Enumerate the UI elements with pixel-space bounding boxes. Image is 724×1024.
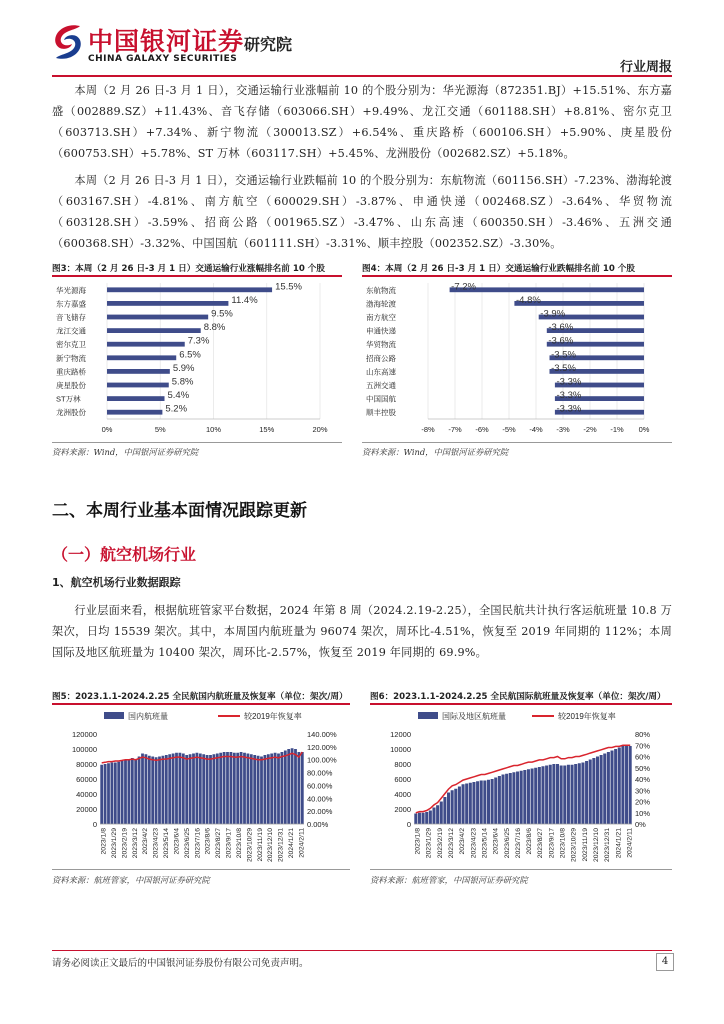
- footer-divider: [52, 950, 672, 951]
- x-tick-label: 2023/1/29: [110, 828, 118, 859]
- gainers-paragraph: 本周（2 月 26 日-3 月 1 日），交通运输行业涨幅前 10 的个股分别为：华光源海（872351.BJ）+15.51%、东方嘉盛（002889.SZ）+11.43%、音飞存储（603066.SH）+9.49%、龙江交通（601188.SH）+8.81%、密尔克卫（603713.SH）+7.34%、新宁物流（300013.SZ）+6.54%、重庆路桥（600106.SH）+5.90%、庚星股份（600753.SH）+5.78%、ST 万林（603117.SH）+5.45%、龙洲股份（002682.SZ）+5.18%。: [52, 84, 672, 160]
- category-label: 华光源海: [56, 285, 86, 295]
- y-right-tick-label: 120.00%: [307, 742, 337, 752]
- bar: [301, 752, 304, 824]
- bar: [141, 754, 144, 825]
- bar: [469, 783, 472, 824]
- data-label: 5.4%: [167, 390, 190, 402]
- bar: [107, 396, 165, 401]
- bar: [607, 752, 610, 824]
- bar: [162, 756, 165, 824]
- x-tick-label: 2024/2/11: [298, 828, 306, 858]
- bar: [531, 769, 534, 825]
- bar: [264, 755, 267, 824]
- bar: [281, 752, 284, 824]
- bar: [585, 761, 588, 824]
- bar: [429, 811, 432, 825]
- bar: [111, 763, 114, 825]
- bar: [179, 753, 182, 824]
- bar: [172, 754, 175, 825]
- fig5-bottom-rule: [52, 869, 350, 870]
- category-label: 五洲交通: [366, 381, 396, 390]
- bar: [454, 789, 457, 824]
- fig3-rule: [52, 275, 342, 277]
- x-tick-label: 15%: [259, 425, 275, 434]
- bar: [253, 755, 256, 824]
- bar: [100, 765, 103, 824]
- bar: [611, 751, 614, 825]
- y-right-tick-label: 140.00%: [307, 730, 337, 739]
- y-left-tick-label: 40000: [76, 790, 97, 799]
- bar: [124, 760, 127, 824]
- footer-disclaimer: 请务必阅读正文最后的中国银河证券股份有限公司免责声明。: [52, 958, 309, 969]
- bar: [443, 797, 446, 824]
- bar: [138, 757, 141, 825]
- x-tick-label: 5%: [154, 425, 166, 434]
- data-label: -4.8%: [515, 294, 541, 306]
- x-tick-label: 2023/7/16: [514, 828, 522, 859]
- fig6-bottom-rule: [370, 869, 672, 870]
- bar: [134, 760, 137, 825]
- x-tick-label: -7%: [448, 425, 462, 434]
- y-left-tick-label: 60000: [76, 775, 97, 784]
- bar: [240, 752, 243, 824]
- fig3-bottom-rule: [52, 442, 342, 443]
- x-tick-label: 2023/9/17: [548, 828, 556, 859]
- bar: [168, 754, 171, 824]
- x-tick-label: 2023/10/8: [235, 828, 243, 859]
- bar: [589, 760, 592, 825]
- bar: [534, 768, 537, 824]
- x-tick-label: 2023/8/6: [526, 828, 534, 855]
- x-tick-label: 2023/8/6: [204, 828, 212, 855]
- x-tick-label: 2023/10/8: [559, 828, 567, 859]
- fig4-chart: [362, 279, 672, 439]
- y-left-tick-label: 20000: [76, 805, 97, 814]
- bar: [436, 805, 439, 824]
- fig3-chart: [52, 279, 342, 439]
- x-tick-label: 2023/12/31: [277, 828, 285, 863]
- bar: [578, 763, 581, 824]
- category-label: 渤海轮渡: [366, 299, 396, 309]
- category-label: 招商公路: [366, 353, 396, 363]
- y-right-tick-label: 20%: [635, 797, 651, 807]
- bar: [267, 754, 270, 824]
- bar: [175, 753, 178, 824]
- x-tick-label: 2023/9/17: [225, 828, 233, 859]
- x-tick-label: 20%: [312, 425, 328, 434]
- bar: [298, 752, 301, 824]
- x-tick-label: 2023/6/4: [173, 828, 181, 855]
- x-tick-label: 2023/6/25: [503, 828, 511, 859]
- category-label: 申通快递: [366, 326, 396, 336]
- bar: [107, 315, 208, 320]
- category-label: 东航物流: [366, 285, 396, 295]
- data-label: 9.5%: [211, 308, 233, 320]
- bar: [189, 754, 192, 824]
- x-tick-label: 2023/4/2: [459, 828, 467, 855]
- bar: [233, 753, 236, 824]
- bar: [560, 766, 563, 825]
- bar: [107, 301, 228, 306]
- category-label: 华贸物流: [366, 340, 396, 350]
- x-tick-label: 2024/1/21: [288, 828, 296, 859]
- bar: [213, 754, 216, 824]
- category-label: 音飞储存: [56, 313, 86, 322]
- x-tick-label: 2023/6/25: [183, 828, 191, 859]
- fig6-title: 图6：2023.1.1-2024.2.25 全民航国际航班量及恢复率（单位：架次/周）: [370, 692, 666, 702]
- data-label: 7.3%: [187, 335, 210, 347]
- bar: [196, 753, 199, 824]
- bar: [107, 383, 169, 388]
- bar: [509, 773, 512, 824]
- category-label: 东方嘉盛: [56, 299, 86, 309]
- bar: [287, 749, 290, 824]
- x-tick-label: 2023/10/29: [246, 828, 254, 863]
- section-title: 二、本周行业基本面情况跟踪更新: [52, 501, 307, 521]
- legend-label: 较2019年恢复率: [558, 712, 616, 721]
- bar: [491, 779, 494, 824]
- bar: [563, 766, 566, 825]
- bar: [527, 769, 530, 824]
- bar: [151, 757, 154, 825]
- category-label: 龙洲股份: [56, 408, 86, 418]
- bar: [498, 776, 501, 824]
- x-tick-label: 2023/8/27: [215, 828, 223, 859]
- data-label: 11.4%: [231, 294, 258, 306]
- data-label: 6.5%: [179, 349, 201, 361]
- data-label: 15.5%: [275, 281, 303, 293]
- x-tick-label: 2023/4/23: [470, 828, 478, 859]
- report-type: 行业周报: [619, 60, 672, 75]
- bar: [552, 764, 555, 824]
- bar: [494, 778, 497, 825]
- page-number: 4: [656, 953, 674, 971]
- logo-text-en: CHINA GALAXY SECURITIES: [88, 54, 238, 64]
- bar: [107, 763, 110, 824]
- fig3-title: 图3：本周（2 月 26 日-3 月 1 日）交通运输行业涨幅排名前 10 个股: [52, 264, 325, 274]
- y-right-tick-label: 10%: [635, 808, 651, 818]
- bar: [567, 765, 570, 824]
- bar: [629, 746, 632, 824]
- category-label: 庚星股份: [56, 381, 86, 390]
- bar: [418, 813, 421, 824]
- data-label: -3.3%: [556, 376, 582, 388]
- bar: [621, 746, 624, 824]
- x-tick-label: 2023/12/31: [604, 828, 612, 863]
- bar: [523, 770, 526, 824]
- bar: [107, 328, 201, 333]
- category-label: 顺丰控股: [366, 408, 396, 418]
- bar: [574, 764, 577, 824]
- data-label: -3.9%: [540, 308, 566, 320]
- bar: [462, 784, 465, 824]
- legend-label: 国际及地区航班量: [442, 712, 506, 721]
- fig3-source: 资料来源：Wind，中国银河证券研究院: [52, 447, 199, 457]
- bar: [502, 775, 505, 825]
- data-label: 5.8%: [171, 376, 194, 388]
- y-right-tick-label: 80.00%: [307, 768, 333, 778]
- category-label: 新宁物流: [56, 353, 86, 363]
- x-tick-label: 0%: [101, 425, 113, 434]
- fig6-source: 资料来源：航班管家，中国银河证券研究院: [370, 875, 528, 885]
- data-label: 8.8%: [203, 322, 226, 334]
- bar: [247, 754, 250, 825]
- x-tick-label: 2023/10/29: [570, 828, 578, 863]
- x-tick-label: -2%: [583, 425, 597, 434]
- x-tick-label: 2023/5/14: [481, 828, 489, 859]
- category-label: 龙江交通: [56, 326, 86, 336]
- legend-swatch-bar: [418, 712, 438, 719]
- category-label: 南方航空: [366, 313, 396, 322]
- x-tick-label: 2023/5/14: [163, 828, 171, 859]
- x-tick-label: 2024/1/21: [615, 828, 623, 859]
- bar: [294, 749, 297, 824]
- bar: [414, 814, 417, 825]
- bar: [512, 772, 515, 824]
- category-label: 密尔克卫: [56, 340, 86, 350]
- fig5-chart: [52, 706, 350, 866]
- data-label: -3.5%: [551, 349, 576, 361]
- y-left-tick-label: 4000: [394, 790, 411, 799]
- x-tick-label: 2023/11/19: [581, 828, 589, 862]
- data-label: -3.6%: [548, 335, 574, 347]
- bar: [206, 755, 209, 824]
- bar: [107, 342, 185, 347]
- category-label: ST万林: [56, 394, 81, 404]
- bar: [145, 754, 148, 824]
- fig4-rule: [362, 275, 672, 277]
- data-label: -3.5%: [551, 362, 576, 374]
- y-right-tick-label: 50%: [635, 763, 651, 773]
- bar: [107, 287, 272, 292]
- y-right-tick-label: 0.00%: [307, 820, 329, 829]
- bar: [549, 765, 552, 824]
- bar: [487, 780, 490, 824]
- bar: [250, 754, 253, 824]
- bar: [260, 757, 263, 825]
- fig4-source: 资料来源：Wind，中国银河证券研究院: [362, 447, 509, 457]
- bar: [226, 752, 229, 824]
- company-logo: [50, 20, 86, 64]
- y-right-tick-label: 40.00%: [307, 794, 333, 804]
- bar: [541, 766, 544, 824]
- bar: [216, 754, 219, 825]
- bar: [257, 756, 260, 824]
- bar: [114, 763, 117, 825]
- bar: [600, 755, 603, 824]
- bar: [472, 782, 475, 824]
- bar: [447, 793, 450, 825]
- bar: [596, 757, 599, 825]
- x-tick-label: 2023/7/16: [194, 828, 202, 859]
- data-label: 5.2%: [165, 403, 188, 415]
- x-tick-label: 2023/2/19: [121, 828, 129, 859]
- category-label: 重庆路桥: [56, 367, 86, 377]
- y-right-tick-label: 60%: [635, 752, 651, 762]
- bar: [277, 754, 280, 825]
- y-right-tick-label: 100.00%: [307, 755, 337, 765]
- bar: [625, 745, 628, 824]
- bar: [432, 808, 435, 825]
- bar: [284, 751, 287, 825]
- y-left-tick-label: 10000: [390, 745, 411, 754]
- legend-label: 国内航班量: [128, 712, 168, 721]
- subsection-title: （一）航空机场行业: [52, 545, 197, 564]
- x-tick-label: 2023/2/19: [436, 828, 444, 859]
- losers-paragraph: 本周（2 月 26 日-3 月 1 日），交通运输行业跌幅前 10 的个股分别为：东航物流（601156.SH）-7.23%、渤海轮渡（603167.SH）-4.81%、南方航空（600029.SH）-3.87%、申通快递（002468.SZ）-3.64%、华贸物流（603128.SH）-3.59%、招商公路（001965.SZ）-3.47%、山东高速（600350.SH）-3.46%、五洲交通（600368.SH）-3.32%、中国国航（601111.SH）-3.31%、顺丰控股（002352.SZ）-3.30%。: [52, 174, 672, 250]
- x-tick-label: 2023/1/8: [414, 828, 422, 855]
- category-label: 中国国航: [366, 394, 396, 404]
- bar: [223, 752, 226, 824]
- fig5-title: 图5：2023.1.1-2024.2.25 全民航国内航班量及恢复率（单位：架次/周）: [52, 692, 348, 702]
- bar: [148, 756, 151, 824]
- y-right-tick-label: 40%: [635, 775, 651, 784]
- header-divider: [52, 75, 672, 77]
- bar: [209, 755, 212, 824]
- bar: [158, 757, 161, 825]
- y-left-tick-label: 0: [92, 820, 97, 829]
- y-right-tick-label: 0%: [635, 820, 646, 829]
- x-tick-label: 2023/8/27: [537, 828, 545, 859]
- bar: [516, 772, 519, 825]
- x-tick-label: 2023/1/8: [100, 828, 108, 855]
- logo-text-cn: 中国银河证券: [88, 27, 245, 56]
- y-left-tick-label: 100000: [71, 745, 97, 754]
- bar: [236, 753, 239, 824]
- bar: [165, 755, 168, 824]
- fig6-rule: [370, 703, 672, 705]
- x-tick-label: 2024/2/11: [626, 828, 634, 858]
- y-left-tick-label: 2000: [394, 805, 411, 814]
- bar: [199, 754, 202, 825]
- category-label: 山东高速: [366, 367, 396, 377]
- bar: [182, 754, 185, 825]
- bar: [476, 781, 479, 824]
- bar: [291, 748, 294, 824]
- bar: [545, 766, 548, 825]
- bar: [465, 784, 468, 825]
- bar: [192, 754, 195, 825]
- bar: [219, 753, 222, 824]
- bar: [480, 781, 483, 825]
- x-tick-label: 0%: [638, 425, 650, 434]
- bar: [230, 752, 233, 824]
- bar: [128, 760, 131, 825]
- bar: [603, 754, 606, 825]
- x-tick-label: 2023/4/23: [152, 828, 160, 859]
- bar: [538, 767, 541, 824]
- x-tick-label: 2023/11/19: [256, 828, 264, 862]
- y-left-tick-label: 6000: [394, 775, 411, 784]
- bar: [121, 761, 124, 824]
- y-right-tick-label: 20.00%: [307, 807, 333, 817]
- x-tick-label: 2023/6/4: [492, 828, 500, 855]
- fig5-rule: [52, 703, 350, 705]
- y-left-tick-label: 12000: [390, 730, 411, 739]
- legend-label: 较2019年恢复率: [244, 712, 302, 721]
- x-tick-label: 2023/4/2: [142, 828, 150, 855]
- x-tick-label: 2023/3/12: [447, 828, 455, 859]
- x-tick-label: -6%: [475, 425, 489, 434]
- y-right-tick-label: 70%: [635, 741, 651, 751]
- x-tick-label: 2023/12/10: [267, 828, 275, 863]
- bar: [104, 764, 107, 824]
- bar: [451, 790, 454, 824]
- bar: [422, 813, 425, 824]
- x-tick-label: 2023/1/29: [425, 828, 433, 859]
- bar: [117, 762, 120, 824]
- bar: [440, 802, 443, 825]
- bar: [243, 753, 246, 824]
- bar: [618, 748, 621, 825]
- bar: [274, 753, 277, 824]
- bar: [458, 787, 461, 825]
- y-right-tick-label: 30%: [635, 786, 651, 796]
- bar: [450, 287, 644, 292]
- bar: [107, 355, 176, 360]
- bar: [425, 812, 428, 824]
- legend-swatch-bar: [104, 712, 124, 719]
- bar: [571, 765, 574, 824]
- x-tick-label: 10%: [205, 425, 222, 434]
- bar: [202, 754, 205, 824]
- data-label: -3.6%: [548, 322, 574, 334]
- x-tick-label: -8%: [421, 425, 435, 434]
- x-tick-label: -5%: [502, 425, 516, 434]
- subsubsection-title: 1、航空机场行业数据跟踪: [52, 576, 181, 589]
- x-tick-label: -3%: [556, 425, 570, 434]
- x-tick-label: -1%: [610, 425, 624, 434]
- bar: [592, 758, 595, 824]
- x-tick-label: 2023/3/12: [131, 828, 139, 859]
- y-right-tick-label: 60.00%: [307, 781, 333, 791]
- fig4-title: 图4：本周（2 月 26 日-3 月 1 日）交通运输行业跌幅排名前 10 个股: [362, 264, 635, 274]
- bar: [581, 763, 584, 825]
- bar: [556, 764, 559, 824]
- bar: [131, 758, 134, 824]
- x-tick-label: -4%: [529, 425, 543, 434]
- aviation-paragraph: 行业层面来看，根据航班管家平台数据，2024 年第 8 周（2024.2.19-2.25），全国民航共计执行客运航班量 10.8 万架次，日均 15539 架次。其中，本周国内航班量为 96074 架次，周环比-4.51%，恢复至 2019 年同期的 112%；本周国际及地区航班量为 10400 架次，周环比-2.57%，恢复至 2019 年同期的 69.9%。: [52, 604, 672, 659]
- bar: [107, 410, 162, 415]
- data-label: -3.3%: [556, 403, 582, 415]
- bar: [185, 755, 188, 824]
- y-left-tick-label: 80000: [76, 760, 97, 769]
- bar: [107, 369, 170, 374]
- fig6-chart: [370, 706, 672, 866]
- data-label: 5.9%: [172, 362, 195, 374]
- bar: [155, 757, 158, 824]
- data-label: -7.2%: [451, 281, 477, 293]
- y-left-tick-label: 8000: [394, 760, 411, 769]
- fig4-bottom-rule: [362, 442, 672, 443]
- y-left-tick-label: 120000: [71, 730, 97, 739]
- bar: [505, 774, 508, 824]
- bar: [270, 754, 273, 825]
- institute-label: 研究院: [244, 35, 293, 54]
- bar: [520, 771, 523, 824]
- y-right-tick-label: 80%: [635, 730, 651, 739]
- bar: [483, 781, 486, 825]
- fig5-source: 资料来源：航班管家，中国银河证券研究院: [52, 875, 210, 885]
- data-label: -3.3%: [556, 390, 582, 402]
- x-tick-label: 2023/12/10: [593, 828, 601, 863]
- y-left-tick-label: 0: [406, 820, 411, 829]
- bar: [614, 749, 617, 824]
